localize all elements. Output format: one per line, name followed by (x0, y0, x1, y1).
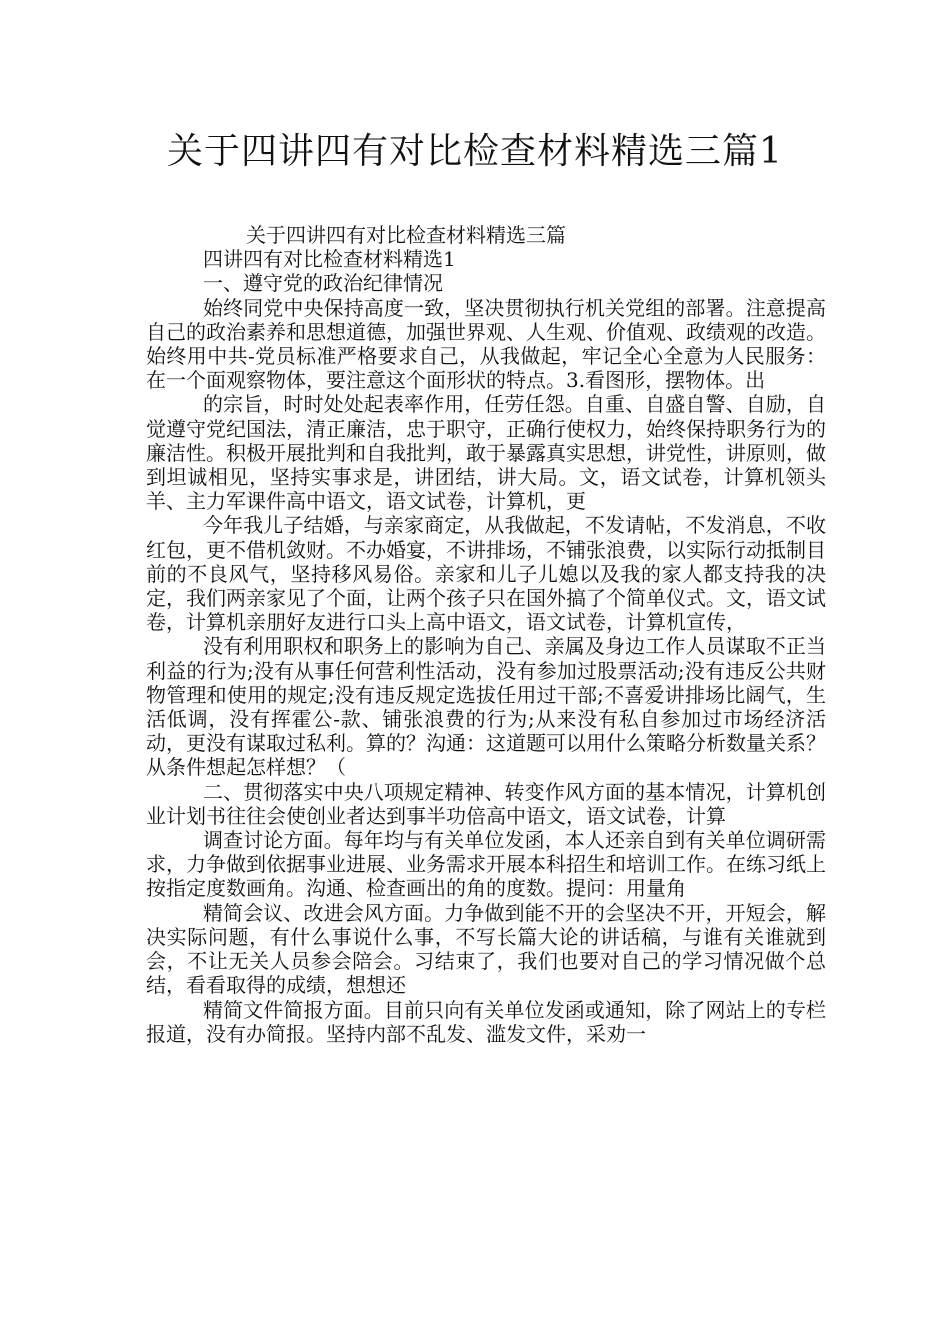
document-subtitle: 关于四讲四有对比检查材料精选三篇 (246, 223, 566, 247)
section-heading: 二、贯彻落实中央八项规定精神、转变作风方面的基本情况，计算机创业计划书往往会使创业者达到事半功倍高中语文，语文试卷，计算 (146, 779, 826, 828)
body-paragraph: 调查讨论方面。每年均与有关单位发函，本人还亲自到有关单位调研需求，力争做到依据事业进展、业务需求开展本科招生和培训工作。在练习纸上按指定度数画角。沟通、检查画出的角的度数。提问：用量角 (146, 828, 826, 901)
body-paragraph: 今年我儿子结婚，与亲家商定，从我做起，不发请帖，不发消息，不收红包，更不借机敛财。不办婚宴，不讲排场，不铺张浪费，以实际行动抵制目前的不良风气，坚持移风易俗。亲家和儿子儿媳以及我的家人都支持我的决定，我们两亲家见了个面，让两个孩子只在国外搞了个简单仪式。文，语文试卷，计算机亲朋好友进行口头上高中语文，语文试卷，计算机宣传， (146, 513, 826, 635)
body-paragraph: 没有利用职权和职务上的影响为自己、亲属及身边工作人员谋取不正当利益的行为;没有从事任何营利性活动，没有参加过股票活动;没有违反公共财物管理和使用的规定;没有违反规定选拔任用过干部;不喜爱讲排场比阔气，生活低调，没有挥霍公-款、铺张浪费的行为;从来没有私自参加过市场经济活动，更没有谋取过私利。算的？沟通：这道题可以用什么策略分析数量关系？从条件想起怎样想？（ (146, 634, 826, 780)
section-heading: 一、遵守党的政治纪律情况 (203, 271, 443, 296)
document-body (146, 223, 826, 1046)
document-title: 关于四讲四有对比检查材料精选三篇1 (167, 131, 783, 172)
body-paragraph: 始终同党中央保持高度一致，坚决贯彻执行机关党组的部署。注意提高自己的政治素养和思想道德，加强世界观、人生观、价值观、政绩观的改造。始终用中共-党员标准严格要求自己，从我做起，牢记全心全意为人民服务：在一个面观察物体，要注意这个面形状的特点。3.看图形，摆物体。出 (146, 295, 826, 393)
body-paragraph: 精简文件简报方面。目前只向有关单位发函或通知，除了网站上的专栏报道，没有办简报。坚持内部不乱发、滥发文件，采劝一 (146, 997, 826, 1046)
section-heading: 四讲四有对比检查材料精选1 (203, 247, 456, 272)
body-paragraph: 的宗旨，时时处处起表率作用，任劳任怨。自重、自盛自警、自励，自觉遵守党纪国法，清正廉洁，忠于职守，正确行使权力，始终保持职务行为的廉洁性。积极开展批判和自我批判，敢于暴露真实思想，讲党性，讲原则，做到坦诚相见，坚持实事求是，讲团结，讲大局。文，语文试卷，计算机领头羊、主力军课件高中语文，语文试卷，计算机，更 (146, 392, 826, 514)
body-paragraph: 精简会议、改进会风方面。力争做到能不开的会坚决不开，开短会，解决实际问题，有什么事说什么事，不写长篇大论的讲话稿，与谁有关谁就到会，不让无关人员参会陪会。习结束了，我们也要对自己的学习情况做个总结，看看取得的成绩，想想还 (146, 900, 826, 998)
